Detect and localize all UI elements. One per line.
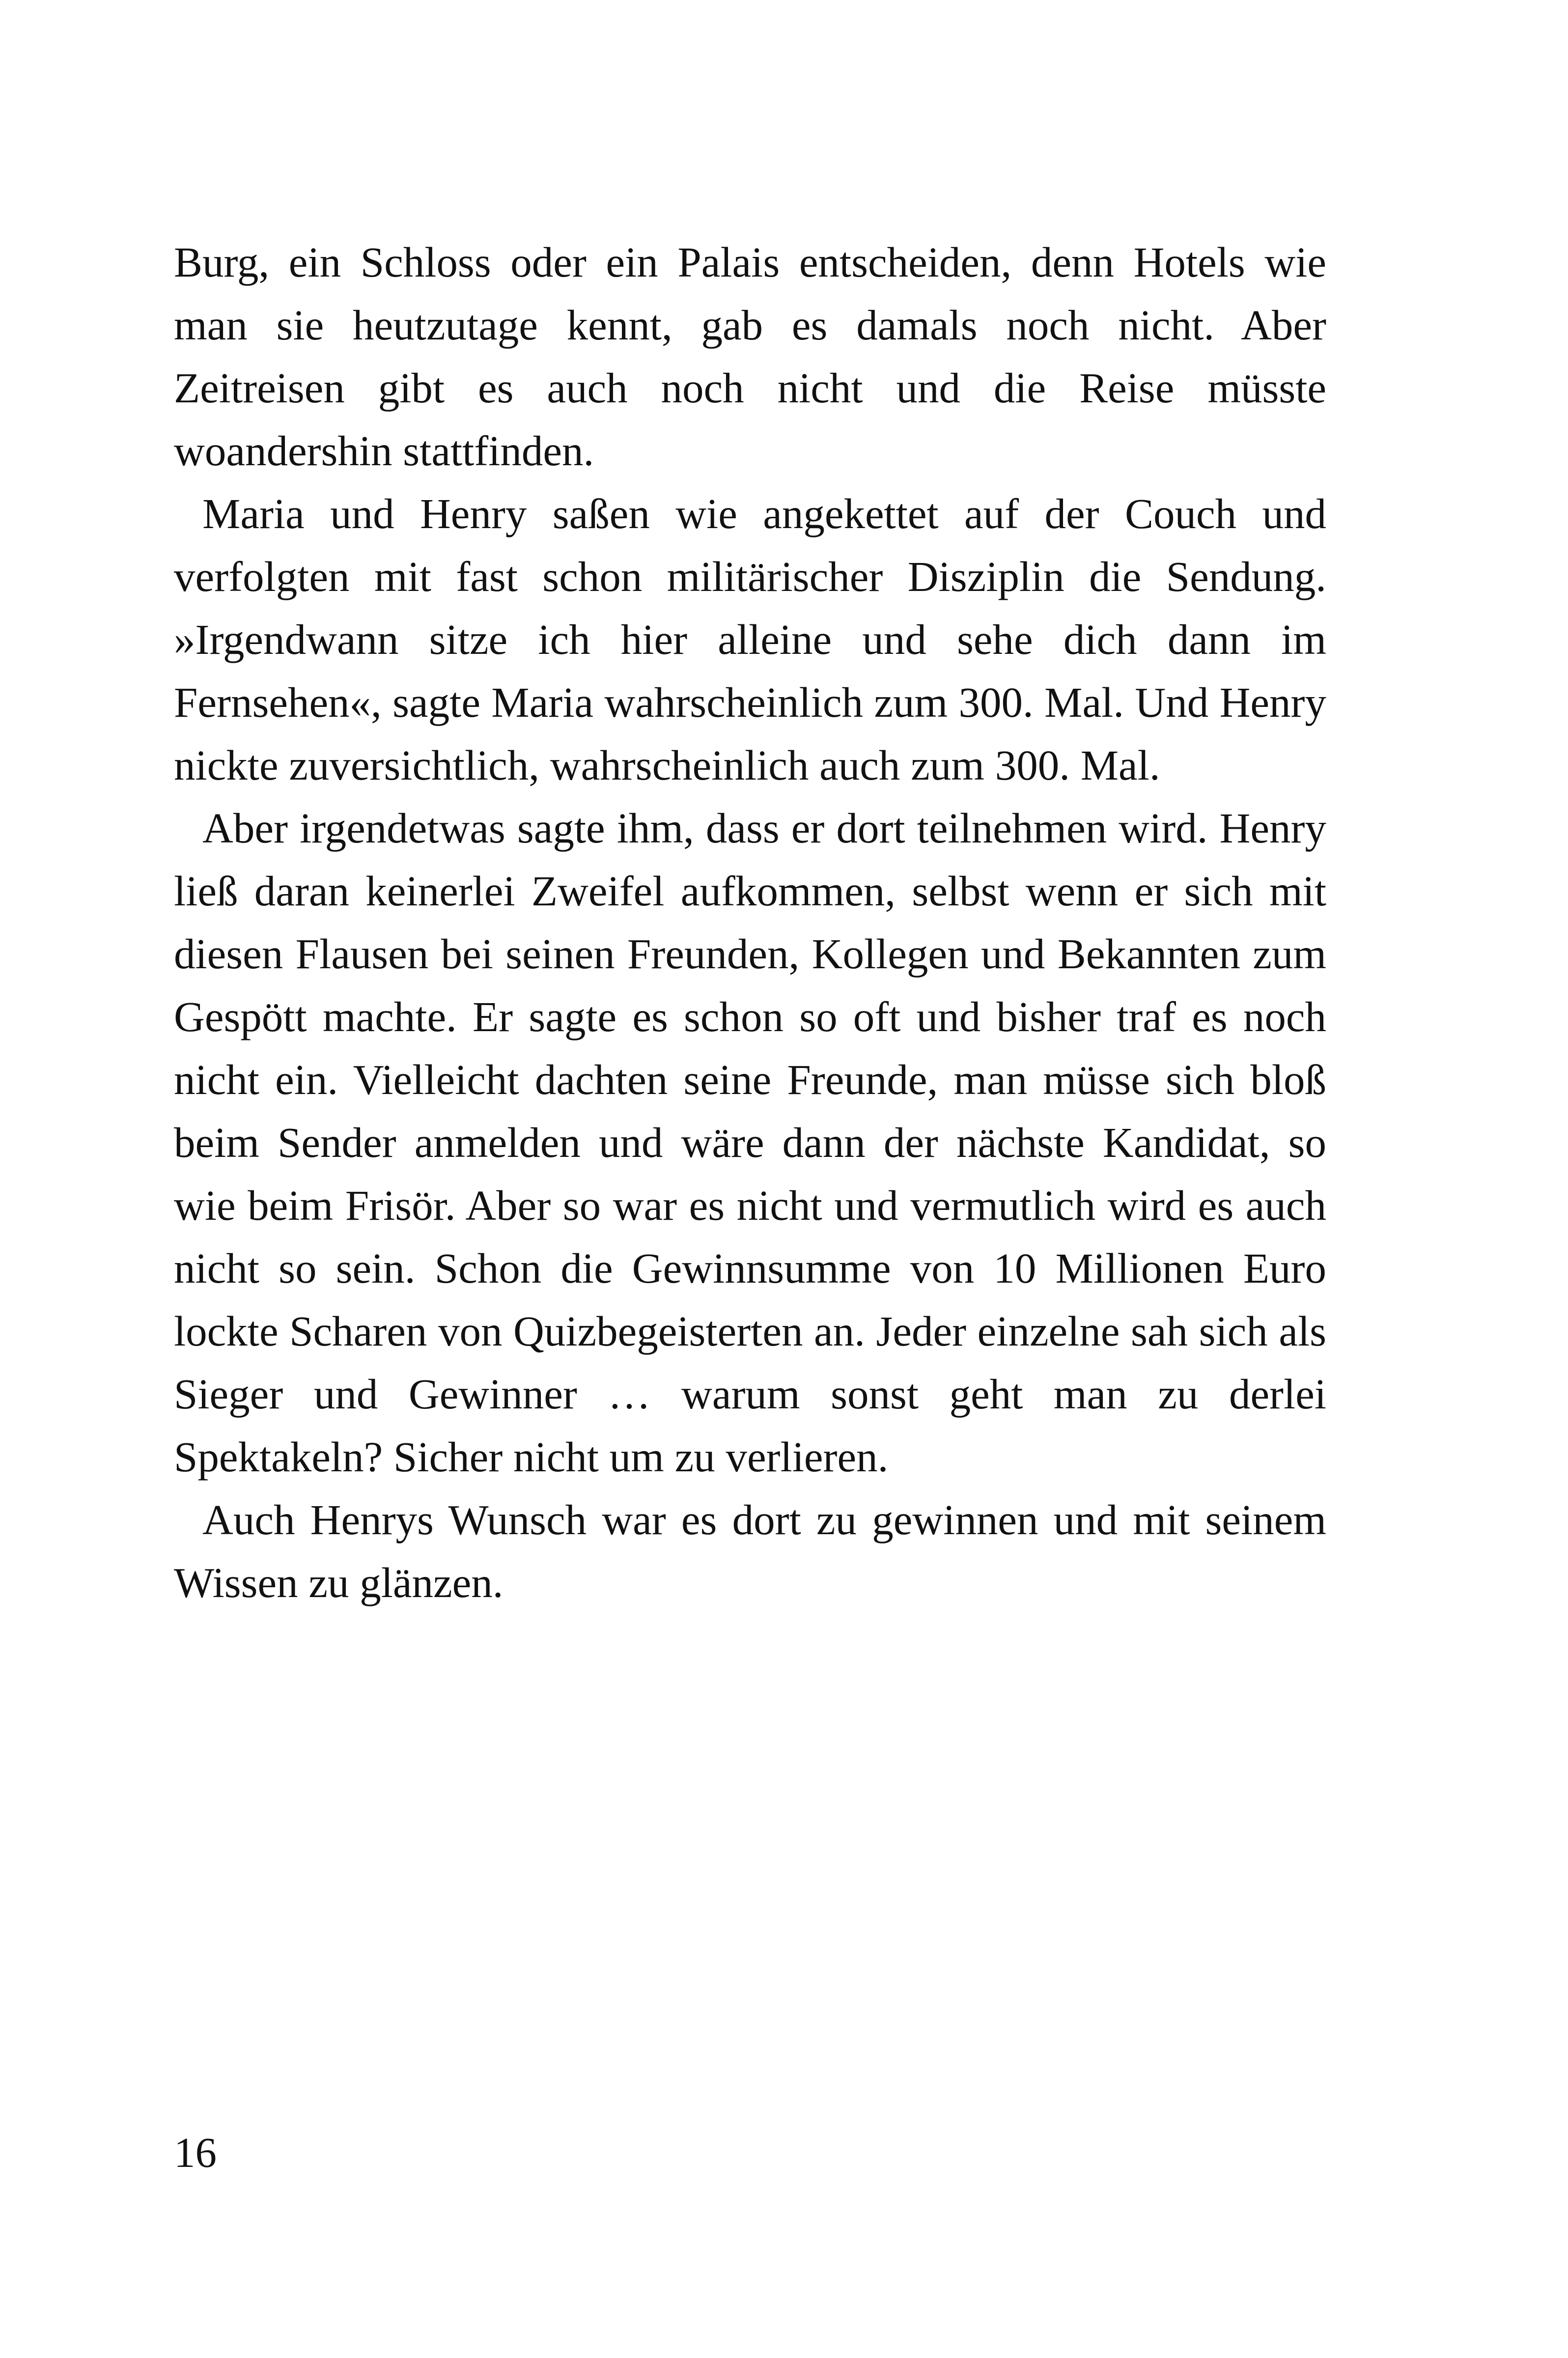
body-text: [174, 231, 1326, 1614]
paragraph-2: Maria und Henry saßen wie angekettet auf der Couch und verfolgten mit fast schon militärischer Disziplin die Sendung. »Irgendwann sitze ich hier alleine und sehe dich dann im Fernsehen«, sagte Maria wahrscheinlich zum 300. Mal. Und Henry nickte zuversichtlich, wahrscheinlich auch zum 300. Mal.: [174, 490, 1326, 789]
paragraph-1: Burg, ein Schloss oder ein Palais entscheiden, denn Hotels wie man sie heutzutage kennt, gab es damals noch nicht. Aber Zeitreisen gibt es auch noch nicht und die Reise müsste woandershin stattfinden.: [174, 238, 1326, 475]
paragraph-3: Aber irgendetwas sagte ihm, dass er dort teilnehmen wird. Henry ließ daran keinerlei Zweifel aufkommen, selbst wenn er sich mit diesen Flausen bei seinen Freunden, Kollegen und Bekannten zum Gespött machte. Er sagte es schon so oft und bisher traf es noch nicht ein. Vielleicht dachten seine Freunde, man müsse sich bloß beim Sender anmelden und wäre dann der nächste Kandidat, so wie beim Frisör. Aber so war es nicht und vermutlich wird es auch nicht so sein. Schon die Gewinnsumme von 10 Millionen Euro lockte Scharen von Quizbegeisterten an. Jeder einzelne sah sich als Sieger und Gewinner … warum sonst geht man zu derlei Spektakeln? Sicher nicht um zu verlieren.: [174, 804, 1326, 1481]
paragraph-4: Auch Henrys Wunsch war es dort zu gewinnen und mit seinem Wissen zu glänzen.: [174, 1496, 1326, 1606]
page-number: 16: [174, 2129, 217, 2176]
